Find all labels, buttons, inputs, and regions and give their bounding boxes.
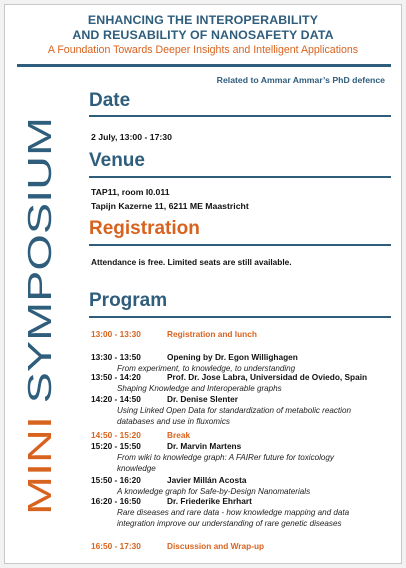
registration-divider [89,244,391,246]
program-item-time: 15:50 - 16:20 [91,475,141,485]
program-item-description: integration improve our understanding of rare genetic diseases [117,518,342,528]
poster-title-line-2: AND REUSABILITY OF NANOSAFETY DATA [72,28,334,42]
program-item-description: A knowledge graph for Safe-by-Design Nanomaterials [117,487,311,496]
program-item-title: Opening by Dr. Egon Willighagen [167,352,298,362]
program-item-time: 16:50 - 17:30 [91,541,141,551]
program-item-title: Registration and lunch [167,329,257,339]
program-item-title: Javier Millán Acosta [167,475,247,485]
program-item-title: Prof. Dr. Jose Labra, Universidad de Oviedo, Spain [167,372,368,382]
program-heading: Program [89,290,168,311]
date-value: 2 July, 13:00 - 17:30 [91,132,172,142]
program-item-time: 13:50 - 14:20 [91,372,141,382]
date-heading: Date [89,90,131,111]
program-item-time: 15:20 - 15:50 [91,441,141,451]
svg-text:MINISYMPOSIUM [21,117,58,515]
venue-line-1: TAP11, room I0.011 [91,187,170,197]
program-item-time: 13:30 - 13:50 [91,352,141,362]
registration-text: Attendance is free. Limited seats are still available. [91,257,292,267]
program-item-description: From experiment, to knowledge, to understanding [117,364,296,373]
program-divider [89,316,391,318]
header-divider [17,64,391,67]
vertical-title-symposium: SYMPOSIUM [21,201,58,404]
program-item-title: Dr. Marvin Martens [167,441,242,451]
program-item-title: Dr. Friederike Ehrhart [167,496,252,506]
program-item-description: knowledge [117,463,156,473]
program-item-description: Rare diseases and rare data - how knowledge mapping and data [117,508,350,517]
vertical-title [21,117,58,515]
program-item-time: 16:20 - 16:50 [91,496,141,506]
program-item-time: 14:20 - 14:50 [91,394,141,404]
poster-title-line-1: ENHANCING THE INTEROPERABILITY [87,13,319,27]
program-item-time: 14:50 - 15:20 [91,430,141,440]
venue-line-2: Tapijn Kazerne 11, 6211 ME Maastricht [91,201,249,211]
vertical-title-mini: MINI [21,445,58,515]
program-item-description: Using Linked Open Data for standardization of metabolic reaction [117,406,351,415]
venue-divider [89,176,391,178]
symposium-poster [4,4,402,564]
poster-subtitle: A Foundation Towards Deeper Insights and Intelligent Applications [47,44,359,56]
program-item-time: 13:00 - 13:30 [91,329,141,339]
date-divider [89,115,391,117]
program-item-title: Discussion and Wrap-up [167,541,265,551]
related-note: Related to Ammar Ammar’s PhD defence [216,75,385,85]
program-item-description: databases and use in fluxomics [117,416,230,426]
program-item-description: From wiki to knowledge graph: A FAIRer future for toxicology [117,453,334,462]
venue-heading: Venue [89,150,145,171]
registration-heading: Registration [89,218,200,239]
program-item-title: Dr. Denise Slenter [167,394,239,404]
program-item-title: Break [167,430,191,440]
program-item-description: Shaping Knowledge and Interoperable graphs [117,384,282,393]
